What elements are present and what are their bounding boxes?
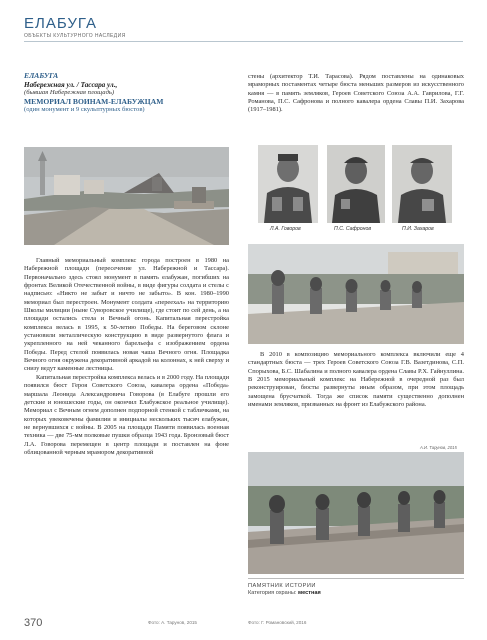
right-text-top [248, 73, 464, 115]
right-paragraph-mid: В 2010 в композицию мемориального комплекса включили еще 4 стандартных бюста — трех Героев Советского Союза Г.В. Вазетдинова, С.П. Спорыхова, Б.С. Шабалина и полного кавалера ордена Славы Р.Х. Гайнуллина. В 2015 мемориальный комплекс на Набережной в очередной раз был реконструирован, бюсты развернуты иным образом, при этом площадь замощена брусчаткой. Тогда же список памяти существенно дополнен именами земляков, призванных на фронт из Елабужского района. [248, 351, 464, 409]
photo-busts-row [248, 244, 464, 344]
info-box-category [248, 590, 464, 596]
photo-credit-mid: А.И. Тарунов, 2015 [420, 445, 457, 450]
heritage-info-box [248, 578, 464, 596]
left-paragraph: Капитальная перестройка комплекса велась и в 2000 году. На площади появился бюст Героя Советского Союза, кавалера ордена «Победа» маршала Леонида Александровича Говорова (в Елабуге прошли его детские и юношеские годы, он окончил Елабужское реальное училище). Мемориал с Вечным огнем дополнен подпорной стенкой с табличками, на которых увековечены фамилии и инициалы нескольких тысяч елабужан, не вернувшихся с войны. В 2005 на площади Памяти появилась военная техника — две 75-мм полковые пушки образца 1943 года. Бронзовый бюст Л.А. Говорова перемещен в центр площади и поставлен на фоне облицованной черным мрамором декоративной [24, 373, 229, 456]
heading-note: (один монумент и 9 скульптурных бюстов) [24, 106, 145, 113]
heading-town: ЕЛАБУГА [24, 71, 59, 80]
footer-credit-right: Фото: Г. Романовский, 2016 [248, 620, 307, 625]
portrait-govorov [258, 145, 318, 223]
portrait-safronov [327, 145, 385, 223]
page-number: 370 [24, 617, 43, 629]
caption-safronov: П.С. Сафронов [334, 226, 372, 232]
caption-govorov: Л.А. Говоров [270, 226, 301, 232]
left-text-column [24, 257, 229, 457]
heading-old-name: (бывшая Набережная площадь) [24, 89, 115, 96]
info-box-category-label: Категория охраны: [248, 590, 297, 596]
running-header-subtitle: ОБЪЕКТЫ КУЛЬТУРНОГО НАСЛЕДИЯ [24, 33, 126, 39]
caption-zakharov: П.И. Захаров [402, 226, 434, 232]
photo-memorial-square [24, 147, 229, 245]
portrait-zakharov [392, 145, 452, 223]
running-header-title: ЕЛАБУГА [24, 15, 98, 32]
article-heading [24, 72, 229, 115]
photo-busts-alley [248, 452, 464, 574]
heading-street: Набережная ул. / Тассара ул., [24, 80, 118, 89]
left-paragraph: Главный мемориальный комплекс города построен в 1980 на Набережной площади (пересечение ул. Набережной и Тассара). Первоначально здесь стоял монумент в память елабужан, погибших на фронтах Великой Отечественной войны, в виде фигуры солдата и стелы с надписью: «Никто не забыт и ничто не забыто». В кон. 1980–1990 мемориал был перестроен. Монумент солдата «переехал» на территорию Школы милиции (ныне Суворовское училище), где стоит по сей день, а на площади остались стела и Вечный огонь. Капитальная перестройка комплекса велась в 1995, к 50-летию Победы. На береговом склоне установили металлическую конструкцию в виде развернутого флага и укрепленного на ней чеканного барельефа с изображением ордена Победы. Перед стелой появилась новая чаша Вечного огня. Площадка Вечного огня окружена декоративной аркадой на колоннах, к ней сверху и снизу ведут каменные лестницы. [24, 257, 229, 373]
right-text-mid [248, 351, 464, 409]
info-box-category-value: местная [298, 590, 321, 596]
right-paragraph-top: стены (архитектор Т.И. Тарасова). Рядом поставлены на одинаковых мраморных постаментах четыре бюста меньших размеров из искусственного камня — в память земляков, Героев Советского Союза А.А. Гаврилова, Г.Г. Романова, П.С. Сафронова и полного кавалера ордена Славы П.И. Захарова (1917–1981). [248, 73, 464, 114]
header-divider [24, 41, 463, 42]
footer-credit-left: Фото: А. Тарунов, 2015 [148, 620, 197, 625]
info-box-title: ПАМЯТНИК ИСТОРИИ [248, 583, 316, 589]
heading-memorial-title: МЕМОРИАЛ ВОИНАМ-ЕЛАБУЖЦАМ [24, 96, 164, 106]
